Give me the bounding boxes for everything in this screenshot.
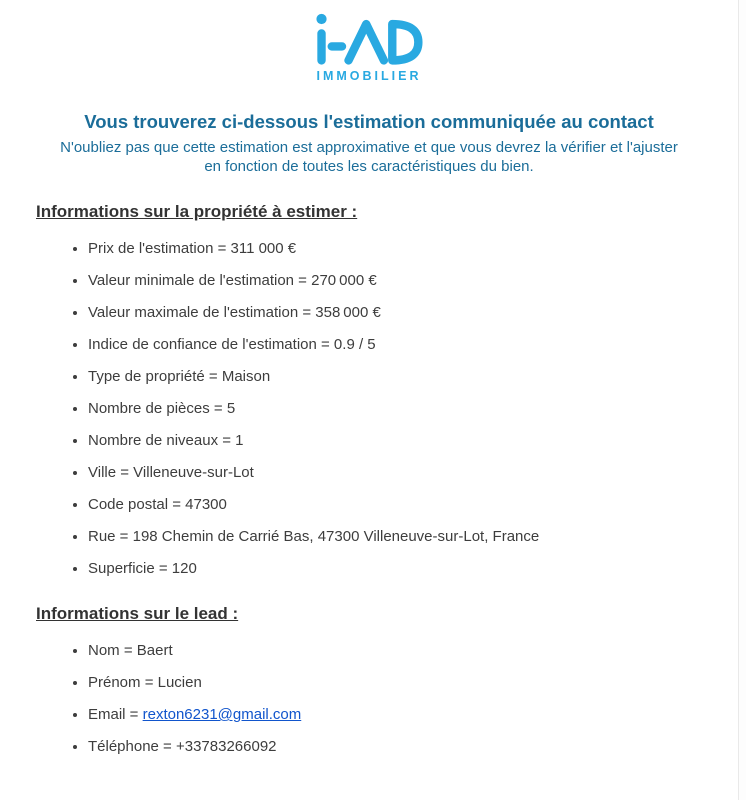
list-item-rooms: • Nombre de pièces = 5 (88, 399, 702, 418)
property-section (36, 202, 702, 578)
list-item-min-value: • Valeur minimale de l'estimation = 270 000 € (88, 271, 702, 290)
list-item-surface: • Superficie = 120 (88, 559, 702, 578)
property-section-heading: Informations sur la propriété à estimer : (36, 202, 358, 221)
lead-section (36, 604, 702, 756)
header-subtitle (0, 138, 738, 176)
page-title: Vous trouverez ci-dessous l'estimation communiquée au contact (84, 111, 654, 132)
list-item-city: • Ville = Villeneuve-sur-Lot (88, 463, 702, 482)
iad-logo-icon (313, 12, 425, 66)
list-item-email (88, 705, 702, 724)
list-item-postal-code: • Code postal = 47300 (88, 495, 702, 514)
list-item-estimation-price: • Prix de l'estimation = 311 000 € (88, 239, 702, 258)
logo-wordmark: IMMOBILIER (316, 69, 422, 83)
header-block (0, 111, 738, 176)
header-subtitle-line1: N'oubliez pas que cette estimation est approximative et que vous devrez la vérifier et l'ajuster (60, 139, 678, 156)
list-item-last-name: • Nom = Baert (88, 641, 702, 660)
list-item-levels: • Nombre de niveaux = 1 (88, 431, 702, 450)
list-item-phone: • Téléphone = +33783266092 (88, 737, 702, 756)
lead-list (36, 641, 702, 756)
email-link[interactable]: rexton6231@gmail.com (142, 706, 302, 723)
list-item-property-type: • Type de propriété = Maison (88, 367, 702, 386)
list-item-street: • Rue = 198 Chemin de Carrié Bas, 47300 Villeneuve-sur-Lot, France (88, 527, 702, 546)
email-label: Email = (88, 706, 143, 723)
list-item-first-name: • Prénom = Lucien (88, 673, 702, 692)
logo-block (0, 0, 738, 83)
header-subtitle-line2: en fonction de toutes les caractéristiques du bien. (204, 158, 534, 175)
lead-section-heading: Informations sur le lead : (36, 604, 239, 623)
property-list (36, 239, 702, 578)
list-item-confidence-index: • Indice de confiance de l'estimation = 0.9 / 5 (88, 335, 702, 354)
list-item-max-value: • Valeur maximale de l'estimation = 358 000 € (88, 303, 702, 322)
